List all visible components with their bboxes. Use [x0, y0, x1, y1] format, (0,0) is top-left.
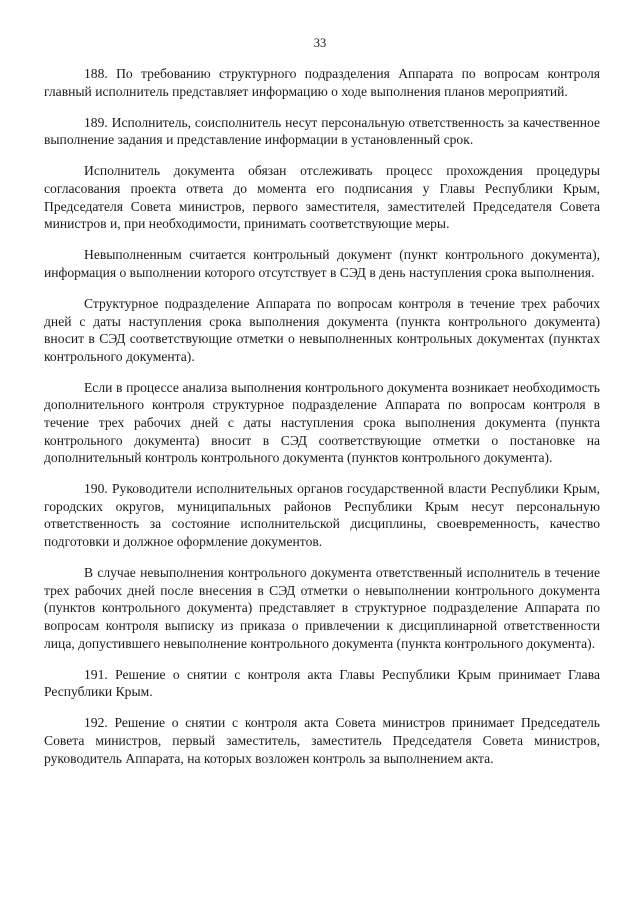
paragraph-189-marks: Структурное подразделение Аппарата по вопросам контроля в течение трех рабочих дней с даты наступления срока выполнения документа (пункта контрольного документа) вносит в СЭД соответствующие отметки о невыполненных контрольных документах (пунктах контрольного документа).: [44, 295, 600, 364]
paragraph-189-tracking: Исполнитель документа обязан отслеживать процесс прохождения процедуры согласования проекта ответа до момента его подписания у Главы Республики Крым, Председателя Совета министров, первого заместителя, заместителей Председателя Совета министров и, при необходимости, принимать соответствующие меры.: [44, 163, 600, 232]
paragraph-190-disciplinary: В случае невыполнения контрольного документа ответственный исполнитель в течение трех рабочих дней после внесения в СЭД отметки о невыполнении контрольного документа (пунктов контрольного документа) представляет в структурное подразделение Аппарата по вопросам контроля выписку из приказа о привлечении к дисциплинарной ответственности лица, допустившего невыполнение контрольного документа (пункта контрольного документа).: [44, 565, 600, 651]
paragraph-192: 192. Решение о снятии с контроля акта Совета министров принимает Председатель Совета министров, первый заместитель, заместитель Председателя Совета министров, руководитель Аппарата, на которых возложен контроль за выполнением акта.: [44, 715, 600, 766]
page-number: 33: [313, 36, 327, 50]
paragraph-189-additional-control: Если в процессе анализа выполнения контрольного документа возникает необходимость дополнительного контроля структурное подразделение Аппарата по вопросам контроля в течение трех рабочих дней с даты наступления срока выполнения документа (пункта контрольного документа) вносит в СЭД соответствующие отметки о постановке на дополнительный контроль контрольного документа (пунктов контрольного документа).: [44, 379, 600, 466]
paragraph-190: 190. Руководители исполнительных органов государственной власти Республики Крым, городских округов, муниципальных районов Республики Крым несут персональную ответственность за состояние исполнительской дисциплины, своевременность, качество подготовки и должное оформление документов.: [44, 481, 600, 550]
paragraph-191: 191. Решение о снятии с контроля акта Главы Республики Крым принимает Глава Республики Крым.: [44, 666, 600, 700]
paragraph-189: 189. Исполнитель, соисполнитель несут персональную ответственность за качественное выполнение задания и представление информации в установленный срок.: [44, 114, 600, 148]
paragraph-189-unfulfilled: Невыполненным считается контрольный документ (пункт контрольного документа), информация о выполнении которого отсутствует в СЭД в день наступления срока выполнения.: [44, 247, 600, 280]
document-body: [44, 65, 600, 781]
paragraph-188: 188. По требованию структурного подразделения Аппарата по вопросам контроля главный исполнитель представляет информацию о ходе выполнения планов мероприятий.: [44, 66, 600, 99]
